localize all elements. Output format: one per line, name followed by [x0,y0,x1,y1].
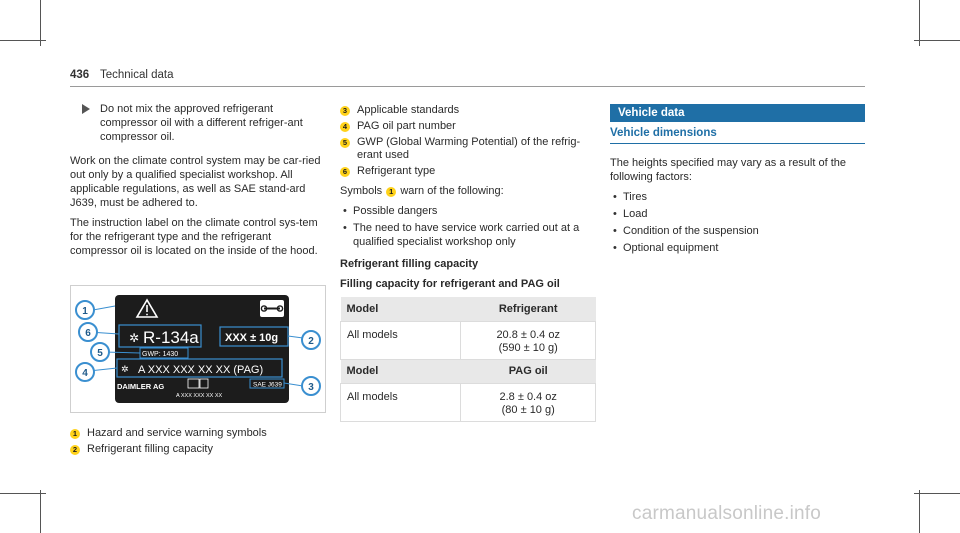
legend-text: PAG oil part number [357,120,456,132]
bullet-item: • The need to have service work carried out at a qualified specialist workshop only [340,221,596,249]
figure-legend [70,426,326,458]
section-title: Technical data [100,69,174,81]
callout-marker [302,331,320,349]
crop-mark [0,493,46,494]
warning-note [70,102,326,144]
section-heading: Vehicle dimensions [610,126,865,144]
table-header: PAG oil [461,359,596,383]
value-line: 20.8 ± 0.4 oz [496,328,560,341]
page-header [70,69,865,85]
header-divider [70,86,865,87]
column-right [610,104,865,258]
svg-text:4: 4 [82,368,88,379]
table-header: Model [341,359,461,383]
crop-mark [40,490,41,533]
callout-marker: 4 [340,122,350,132]
paragraph: Work on the climate control system may be car-ried out only by a qualified specialist workshop. All applicable regulations, as well as SAE stand-ard J639, must be adhered to. [70,155,321,209]
callout-marker: 1 [386,187,396,197]
legend-text: Refrigerant type [357,165,436,177]
bullet-item: • Condition of the suspension [610,224,865,238]
callout-marker [76,363,94,381]
crop-mark [914,493,960,494]
legend-item [340,136,596,162]
symbols-pre: Symbols [340,185,383,197]
table-row [341,321,596,359]
callout-marker: 5 [340,138,350,148]
table-row [341,383,596,421]
subheading: Refrigerant filling capacity [340,258,479,270]
symbols-post: warn of the following: [400,185,504,197]
value-line: (80 ± 10 g) [501,403,555,416]
legend-text: Hazard and service warning symbols [87,427,267,439]
callout-marker: 2 [70,445,80,455]
table-header: Model [341,297,461,321]
paragraph: The heights specified may vary as a result of the following factors: [610,157,847,183]
refrigerant-type-text: R-134a [143,328,199,347]
crop-mark [919,490,920,533]
snowflake-icon: ✲ [129,331,140,345]
legend-item [340,120,596,133]
warning-text: Do not mix the approved refrigerant compressor oil with a different refriger-ant compressor oil. [100,103,303,143]
callout-marker [76,301,94,319]
legend-item [70,426,326,440]
table-cell: All models [341,383,461,421]
legend-item [340,104,596,117]
legend-text: GWP (Global Warming Potential) of the refrig-erant used [357,136,581,161]
standard-text: SAE J639 [253,381,282,389]
table-cell: All models [341,321,461,359]
table-cell [461,321,596,359]
table-cell [461,383,596,421]
page-number: 436 [70,69,90,81]
maker-text: DAIMLER AG [117,382,165,391]
legend-text: Applicable standards [357,104,460,116]
callout-marker [91,343,109,361]
crop-mark [914,40,960,41]
legend-item [70,442,326,456]
callout-marker [79,323,97,341]
paragraph: The instruction label on the climate control sys-tem for the refrigerant type and the refrigerant compressor oil is located on the inside of the hood. [70,217,318,257]
label-illustration [71,286,327,414]
instruction-label-figure [70,285,326,413]
callout-marker: 6 [340,167,350,177]
table-header: Refrigerant [461,297,596,321]
value-line: 2.8 ± 0.4 oz [499,390,557,403]
capacity-text: XXX ± 10g [225,332,279,344]
oil-part-text: A XXX XXX XX XX (PAG) [138,364,264,376]
svg-text:2: 2 [308,336,314,347]
refrigerant-table [340,297,596,422]
section-bar: Vehicle data [610,104,865,122]
bullet-item: • Load [610,207,865,221]
subheading: Filling capacity for refrigerant and PAG oil [340,278,560,290]
value-line: (590 ± 10 g) [498,341,558,354]
svg-text:6: 6 [85,328,91,339]
crop-mark [0,40,46,41]
bullet-item: • Possible dangers [340,204,596,218]
svg-text:1: 1 [82,306,88,317]
legend-text: Refrigerant filling capacity [87,443,213,455]
column-middle [340,104,596,422]
svg-text:5: 5 [97,348,103,359]
oil-can-icon: ✲ [121,365,129,375]
arrow-right-icon [82,104,90,114]
svg-text:3: 3 [308,382,314,393]
part-number-text: A XXX XXX XX XX [176,393,223,399]
symbols-sentence [340,184,596,198]
callout-marker: 3 [340,106,350,116]
callout-marker [302,377,320,395]
callout-marker: 1 [70,429,80,439]
bullet-item: • Optional equipment [610,241,865,255]
bullet-item: • Tires [610,190,865,204]
gwp-text: GWP: 1430 [142,351,179,358]
legend-item [340,165,596,178]
column-left [70,102,326,264]
watermark: carmanualsonline.info [632,503,822,524]
